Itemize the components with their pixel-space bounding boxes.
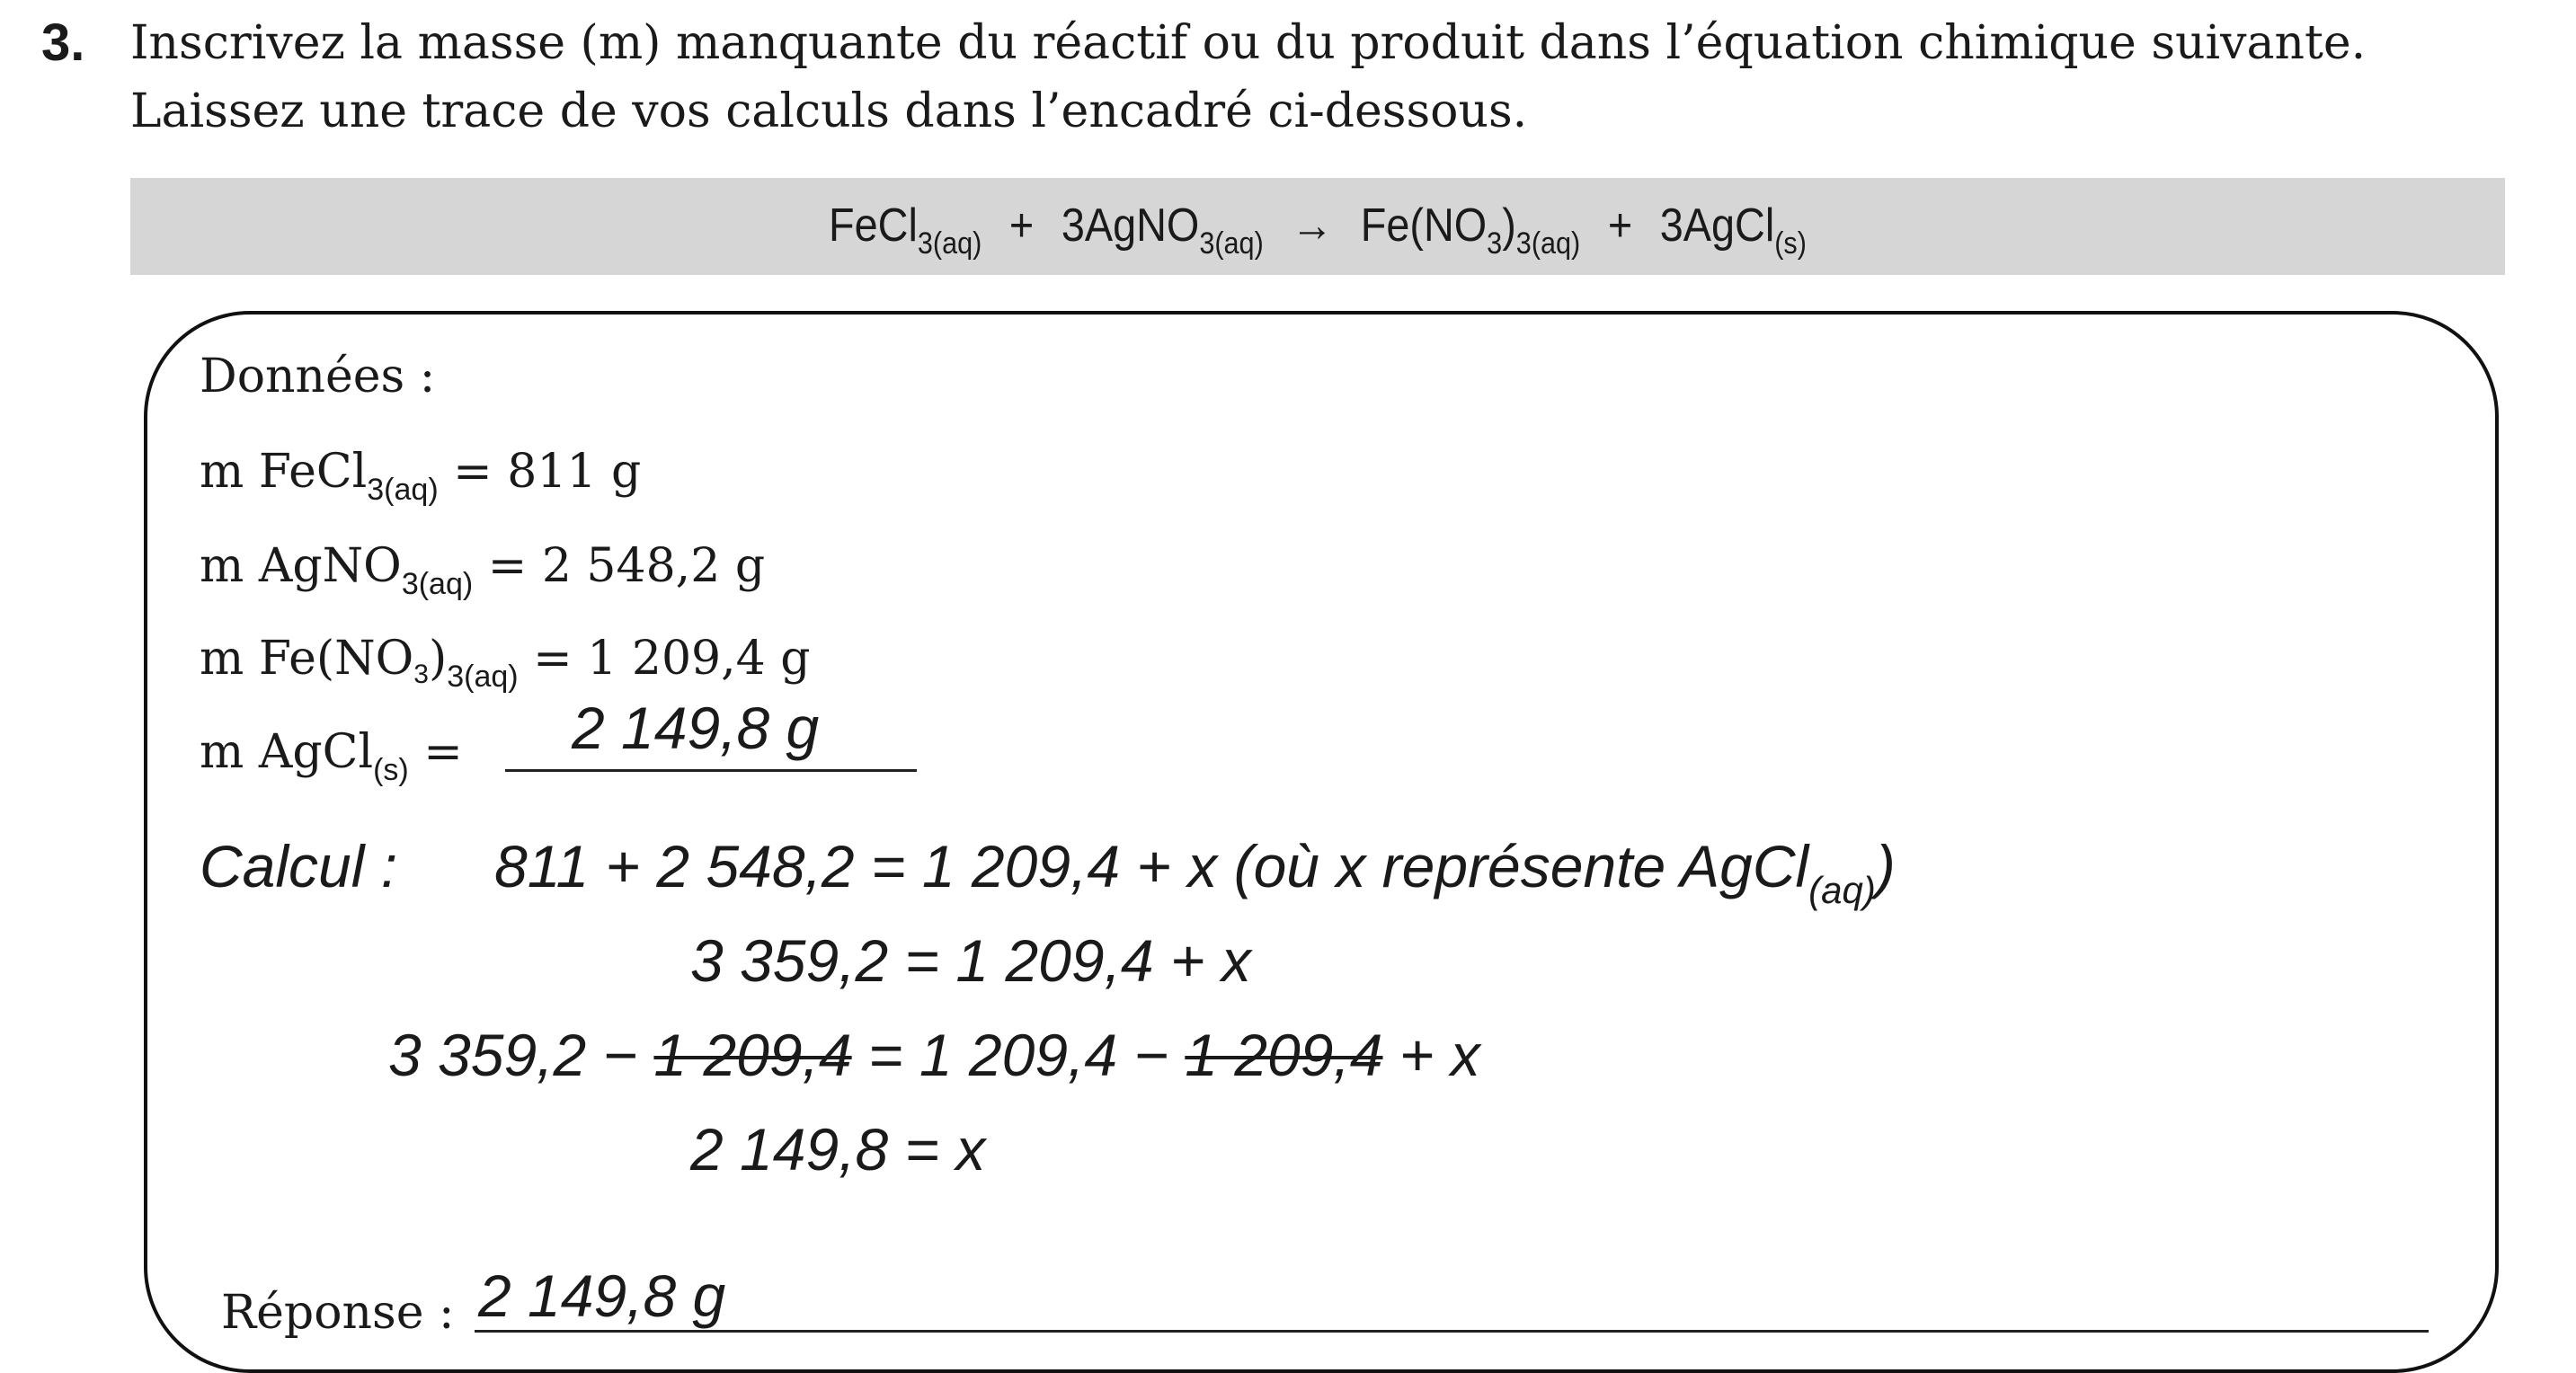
plus-sign: +: [1008, 199, 1035, 252]
donnees-label: Données :: [200, 350, 436, 403]
calcul-line-2: 3 359,2 = 1 209,4 + x: [690, 927, 1251, 994]
calcul-line-3: 3 359,2 − 1 209,4 = 1 209,4 − 1 209,4 + x: [388, 1022, 1480, 1088]
calcul-line-4: 2 149,8 = x: [690, 1116, 986, 1183]
agcl-mass-answer: 2 149,8 g: [572, 695, 820, 761]
plus-sign: +: [1607, 199, 1633, 252]
reactant-fecl3: FeCl$_{3(aq)}$: [829, 199, 982, 261]
product-agcl: 3AgCl$_{(s)}$: [1659, 199, 1807, 261]
question-instruction-line-1: Inscrivez la masse (m) manquante du réactif ou du produit dans l’équation chimique suivante.: [130, 16, 2367, 70]
struck-term: 1 209,4: [1185, 1022, 1383, 1088]
struck-term: 1 209,4: [653, 1022, 852, 1088]
question-number: 3.: [41, 13, 85, 72]
reponse-blank-line: [475, 1330, 2429, 1333]
reactant-agno3: 3AgNO$_{3(aq)}$: [1061, 199, 1264, 261]
calcul-line-1: 811 + 2 548,2 = 1 209,4 + x (où x représente AgCl$_{(aq)}$): [494, 833, 1896, 911]
question-instruction-line-2: Laissez une trace de vos calculs dans l’encadré ci-dessous.: [130, 84, 1528, 138]
given-mass-fe-no3-3: m $Fe(NO_3)_{3(aq)} = 1$ 209,4 g: [200, 632, 811, 694]
reponse-label: Réponse :: [221, 1286, 455, 1340]
given-mass-fecl3: m FeCl$_{3(aq)}$ = 811 g: [200, 445, 642, 507]
given-mass-agcl: m AgCl$_{(s)}$ =: [200, 725, 463, 787]
chemical-equation-band: [130, 178, 2505, 275]
calcul-label: Calcul :: [200, 833, 398, 899]
given-mass-agno3: m AgNO$_{3(aq)}$ = 2 548,2 g: [200, 539, 766, 601]
agcl-mass-blank-line: [505, 769, 917, 772]
product-fe-no3-3: $Fe(NO_3)_{3(aq)}$: [1360, 199, 1581, 261]
chemical-equation: [249, 194, 2386, 261]
reaction-arrow: →: [1291, 199, 1334, 252]
reponse-answer: 2 149,8 g: [478, 1262, 726, 1329]
